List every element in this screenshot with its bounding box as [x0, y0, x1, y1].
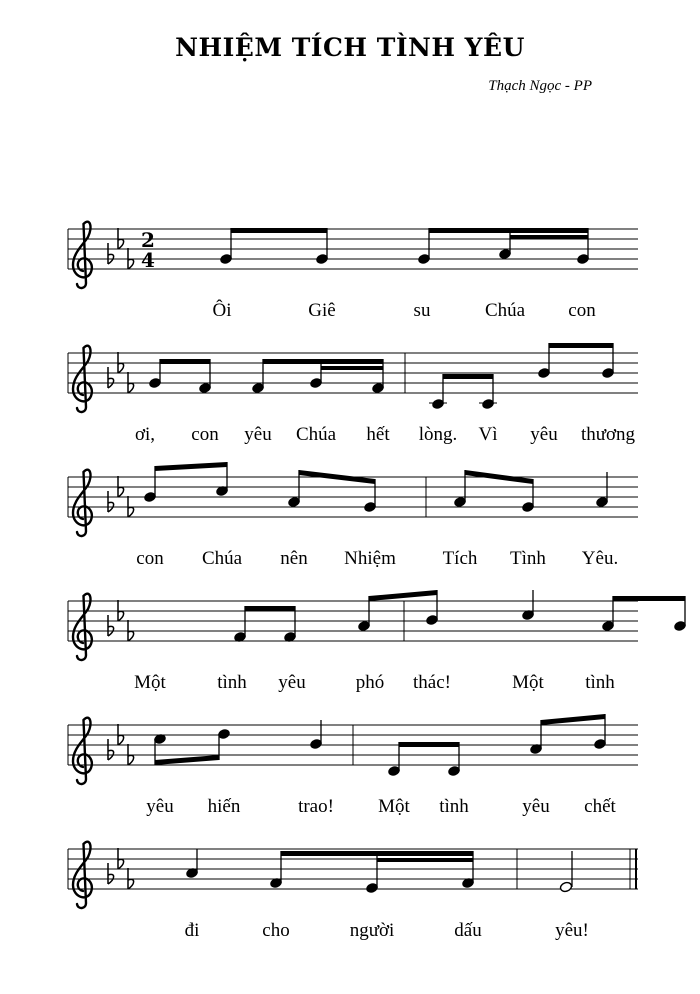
lyric-syllable: Nhiệm: [344, 548, 396, 569]
lyric-syllable: con: [136, 548, 164, 569]
beam: [541, 714, 605, 725]
flat-icon: [108, 491, 114, 512]
lyric-syllable: đi: [184, 920, 200, 941]
lyric-syllable: con: [568, 300, 596, 321]
composer-credit: Thạch Ngọc - PP: [488, 78, 592, 94]
treble-clef-icon: [73, 594, 92, 660]
beam: [245, 606, 295, 611]
lyric-syllable: yêu: [522, 796, 550, 817]
lyric-syllable: Một: [134, 672, 166, 693]
flat-icon: [108, 739, 114, 760]
beam: [263, 359, 383, 364]
beam: [443, 374, 493, 379]
lyric-syllable: tình: [585, 672, 615, 693]
lyric-syllable: ơi,: [134, 424, 156, 445]
treble-clef-icon: [73, 222, 92, 288]
lyric-syllable: Một: [512, 672, 544, 693]
lyric-syllable: hết: [366, 424, 390, 445]
lyric-syllable: con: [191, 424, 219, 445]
lyric-syllable: tình: [439, 796, 469, 817]
lyric-syllable: Một: [378, 796, 410, 817]
lyric-syllable: Ôi: [212, 300, 232, 321]
staff-system: [68, 718, 638, 784]
song-title: NHIỆM TÍCH TÌNH YÊU: [175, 33, 525, 62]
lyric-syllable: dấu: [454, 920, 482, 941]
lyric-syllable: Chúa: [295, 424, 337, 445]
lyric-syllable: tình: [217, 672, 247, 693]
flat-icon: [108, 863, 114, 884]
lyric-syllable: Tình: [510, 548, 546, 569]
lyric-syllable: lòng.: [418, 424, 458, 445]
lyric-syllable: hiến: [207, 796, 241, 817]
lyric-syllable: thương: [580, 424, 636, 445]
treble-clef-icon: [73, 718, 92, 784]
lyric-syllable: yêu: [244, 424, 272, 445]
beam: [231, 228, 327, 233]
note-head: [559, 881, 572, 893]
beam: [160, 359, 210, 364]
lyric-syllable: yêu: [278, 672, 306, 693]
lyric-syllable: Tích: [442, 548, 478, 569]
beam: [399, 742, 459, 747]
lyric-syllable: yêu: [146, 796, 174, 817]
lyric-syllable: yêu: [530, 424, 558, 445]
lyric-syllable: thác!: [413, 672, 451, 693]
time-signature-bottom: 4: [141, 248, 155, 272]
treble-clef-icon: [73, 842, 92, 908]
beam: [155, 755, 219, 765]
lyric-syllable: phó: [355, 672, 385, 693]
beam: [549, 343, 613, 348]
flat-icon: [108, 243, 114, 264]
lyric-syllable: Giê: [308, 300, 336, 321]
beam: [613, 596, 685, 601]
secondary-beam: [377, 858, 473, 862]
treble-clef-icon: [73, 346, 92, 412]
lyric-syllable: nên: [280, 548, 308, 569]
beam: [155, 462, 227, 471]
lyric-syllable: chết: [584, 796, 616, 817]
beam: [429, 228, 588, 233]
lyric-syllable: Vì: [478, 424, 498, 445]
lyrics-layer: [134, 299, 635, 941]
flat-icon: [108, 615, 114, 636]
lyric-syllable: Chúa: [484, 300, 526, 321]
beam: [369, 590, 437, 601]
flat-icon: [108, 367, 114, 388]
lyric-syllable: su: [413, 300, 431, 321]
time-signature-top: 2: [141, 228, 155, 252]
lyric-syllable: Yêu.: [581, 548, 619, 569]
secondary-beam: [510, 235, 588, 239]
treble-clef-icon: [73, 470, 92, 536]
lyric-syllable: cho: [262, 920, 290, 941]
lyric-syllable: yêu!: [555, 920, 589, 941]
lyric-syllable: trao!: [298, 796, 334, 817]
lyric-syllable: Chúa: [201, 548, 243, 569]
beam: [281, 851, 473, 856]
time-signature: [141, 228, 155, 272]
staff-system: [68, 594, 638, 660]
lyric-syllable: người: [349, 920, 395, 941]
secondary-beam: [321, 366, 383, 370]
